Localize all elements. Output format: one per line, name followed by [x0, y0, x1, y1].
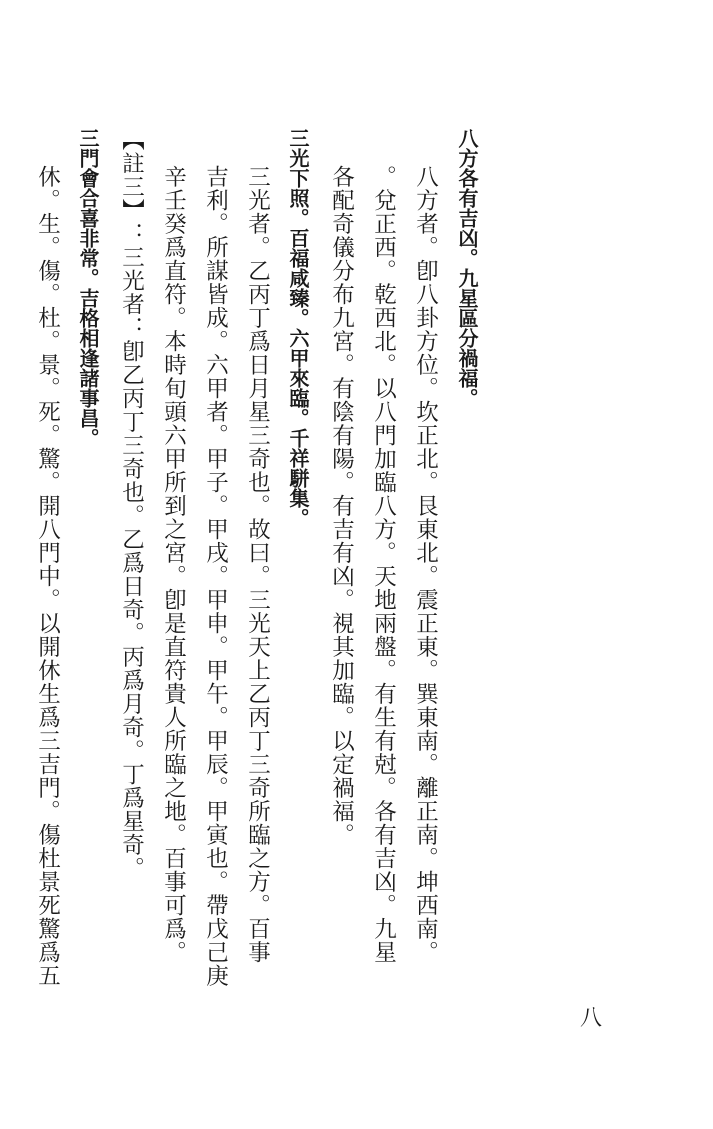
commentary-line-7: 休。生。傷。杜。景。死。驚。開八門中。以開休生爲三吉門。傷杜景死驚爲五: [34, 165, 61, 988]
commentary-line-4: 三光者。乙丙丁爲日月星三奇也。故曰。三光天上乙丙丁三奇所臨之方。百事: [244, 165, 271, 964]
verse-heading-1: 八方各有吉凶。九星區分禍福。: [455, 128, 479, 408]
commentary-line-3: 各配奇儀分布九宮。有陰有陽。有吉有凶。視其加臨。以定禍福。: [328, 165, 355, 847]
commentary-line-5: 吉利。所謀皆成。六甲者。甲子。甲戌。甲申。甲午。甲辰。甲寅也。帶戊己庚: [202, 165, 229, 988]
commentary-line-2: 。兌正西。乾西北。以八門加臨八方。天地兩盤。有生有尅。各有吉凶。九星: [370, 165, 397, 964]
verse-heading-3: 三門會合喜非常。吉格相逢諸事昌。: [76, 128, 100, 448]
page-number: 八: [580, 1006, 603, 1031]
commentary-line-1: 八方者。卽八卦方位。坎正北。艮東北。震正東。巽東南。離正南。坤西南。: [412, 165, 439, 964]
verse-heading-2: 三光下照。百福咸臻。六甲來臨。千祥駢集。: [286, 128, 310, 528]
annotation-note: 【註三】：三光者：卽乙丙丁三奇也。乙爲日奇。丙爲月奇。丁爲星奇。: [118, 128, 145, 880]
commentary-line-6: 辛壬癸爲直符。本時旬頭六甲所到之宮。卽是直符貴人所臨之地。百事可爲。: [160, 165, 187, 964]
